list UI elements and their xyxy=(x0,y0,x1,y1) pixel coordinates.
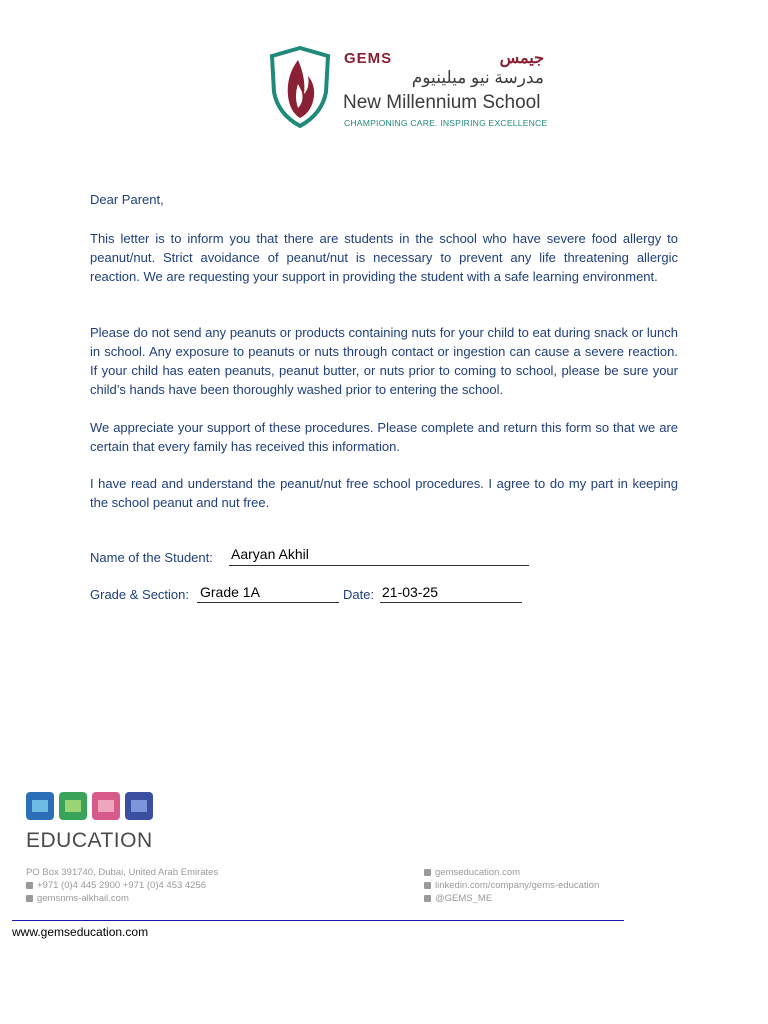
grade-section-field[interactable]: Grade 1A xyxy=(200,584,260,600)
footer-website-text[interactable]: gemseducation.com xyxy=(435,867,521,878)
footer-twitter-text[interactable]: @GEMS_ME xyxy=(435,893,493,904)
education-label: EDUCATION xyxy=(26,829,153,852)
gems-education-logo xyxy=(26,790,154,822)
footer-email-text: gemsnms-alkhail.com xyxy=(37,893,129,904)
school-name-arabic: مدرسة نيو ميلينيوم xyxy=(411,68,544,87)
email-icon xyxy=(26,895,33,902)
school-name: New Millennium School xyxy=(343,92,541,113)
greeting: Dear Parent, xyxy=(90,192,164,207)
phone-icon xyxy=(26,882,33,889)
globe-icon xyxy=(424,869,431,876)
footer-divider xyxy=(12,920,624,921)
footer-website xyxy=(424,866,520,879)
footer-email xyxy=(26,892,129,905)
footer-linkedin xyxy=(424,879,599,892)
footer-url[interactable]: www.gemseducation.com xyxy=(12,925,149,939)
paragraph-appreciation: We appreciate your support of these procedures. Please complete and return this form so that we are certain that every family has received this information. xyxy=(90,420,678,454)
linkedin-icon xyxy=(424,882,431,889)
student-name-field[interactable]: Aaryan Akhil xyxy=(231,546,309,562)
paragraph-no-nuts: Please do not send any peanuts or products containing nuts for your child to eat during snack or lunch in school. Any exposure to peanuts or nuts through contact or ingestion can cause a severe reaction. If your child has eaten peanuts, peanut butter, or nuts prior to coming to school, please be sure your child’s hands have been thoroughly washed prior to entering the school. xyxy=(90,325,678,397)
date-underline xyxy=(380,602,522,603)
school-tagline: CHAMPIONING CARE. INSPIRING EXCELLENCE xyxy=(344,118,548,128)
student-name-underline xyxy=(229,565,529,566)
footer-twitter xyxy=(424,892,492,905)
student-name-label: Name of the Student: xyxy=(90,550,213,565)
footer-phone-numbers: +971 (0)4 445 2900 +971 (0)4 453 4256 xyxy=(37,880,207,891)
paragraph-agreement: I have read and understand the peanut/nut free school procedures. I agree to do my part in keeping the school peanut and nut free. xyxy=(90,476,678,510)
footer-address: PO Box 391740, Dubai, United Arab Emirates xyxy=(26,867,219,878)
gems-arabic-wordmark: جيمس xyxy=(499,50,544,67)
footer-phones xyxy=(26,879,206,892)
grade-section-label: Grade & Section: xyxy=(90,587,189,602)
date-field[interactable]: 21-03-25 xyxy=(382,584,439,600)
grade-section-underline xyxy=(197,602,339,603)
paragraph-allergy-notice: This letter is to inform you that there are students in the school who have severe food allergy to peanut/nut. Strict avoidance of peanut/nut is necessary to prevent any life threatening allergic reaction. We are requesting your support in providing the student with a safe learning environment. xyxy=(90,231,678,284)
twitter-icon xyxy=(424,895,431,902)
gems-wordmark: GEMS xyxy=(344,50,393,67)
school-logo xyxy=(268,44,548,134)
date-label: Date: xyxy=(343,587,375,602)
shield-flame-icon xyxy=(268,46,332,128)
footer-linkedin-text[interactable]: linkedin.com/company/gems-education xyxy=(435,880,600,891)
